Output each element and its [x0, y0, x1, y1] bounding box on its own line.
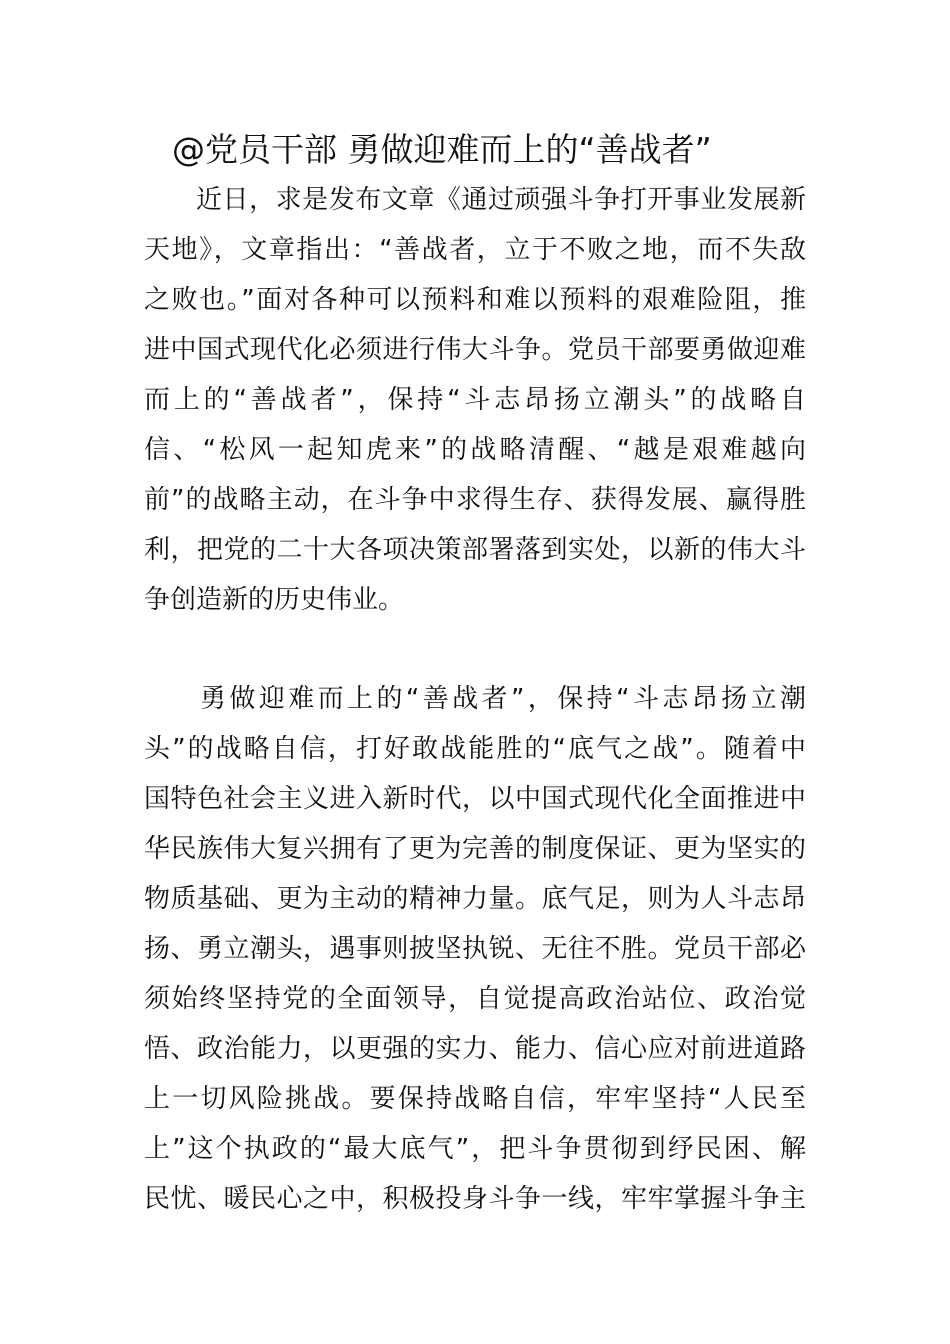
paragraph-line: 华民族伟大复兴拥有了更为完善的制度保证、更为坚实的 — [144, 834, 806, 864]
paragraph-line: 利，把党的二十大各项决策部署落到实处，以新的伟大斗 — [144, 535, 806, 565]
paragraph-line: 信、“松风一起知虎来”的战略清醒、“越是艰难越向 — [144, 435, 806, 465]
paragraph-line: 物质基础、更为主动的精神力量。底气足，则为人斗志昂 — [144, 884, 806, 914]
paragraph-line: 扬、勇立潮头，遇事则披坚执锐、无往不胜。党员干部必 — [144, 934, 806, 964]
paragraph-line: 悟、政治能力，以更强的实力、能力、信心应对前进道路 — [144, 1034, 806, 1064]
paragraph-line: 争创造新的历史伟业。 — [144, 585, 405, 615]
paragraph-line: 天地》，文章指出：“善战者，立于不败之地，而不失敌 — [144, 235, 806, 265]
paragraph-line: 勇做迎难而上的“善战者”，保持“斗志昂扬立潮 — [200, 684, 806, 714]
paragraph-line: 须始终坚持党的全面领导，自觉提高政治站位、政治觉 — [144, 984, 806, 1014]
paragraph-line: 上”这个执政的“最大底气”，把斗争贯彻到纾民困、解 — [144, 1134, 806, 1164]
paragraph-2 — [144, 674, 806, 1224]
paragraph-line: 进中国式现代化必须进行伟大斗争。党员干部要勇做迎难 — [144, 335, 806, 365]
paragraph-line: 近日，求是发布文章《通过顽强斗争打开事业发展新 — [196, 185, 806, 215]
paragraph-line: 民忧、暖民心之中，积极投身斗争一线，牢牢掌握斗争主 — [144, 1184, 806, 1214]
paragraph-line: 之败也。”面对各种可以预料和难以预料的艰难险阻，推 — [144, 285, 806, 315]
paragraph-line: 国特色社会主义进入新时代，以中国式现代化全面推进中 — [144, 784, 806, 814]
paragraph-1 — [144, 175, 806, 625]
paragraph-line: 而上的“善战者”，保持“斗志昂扬立潮头”的战略自 — [144, 385, 806, 415]
article-title: @党员干部 勇做迎难而上的“善战者” — [172, 130, 712, 169]
paragraph-line: 前”的战略主动，在斗争中求得生存、获得发展、赢得胜 — [144, 485, 806, 515]
paragraph-line: 上一切风险挑战。要保持战略自信，牢牢坚持“人民至 — [144, 1084, 806, 1114]
paragraph-line: 头”的战略自信，打好敢战能胜的“底气之战”。随着中 — [144, 734, 806, 764]
